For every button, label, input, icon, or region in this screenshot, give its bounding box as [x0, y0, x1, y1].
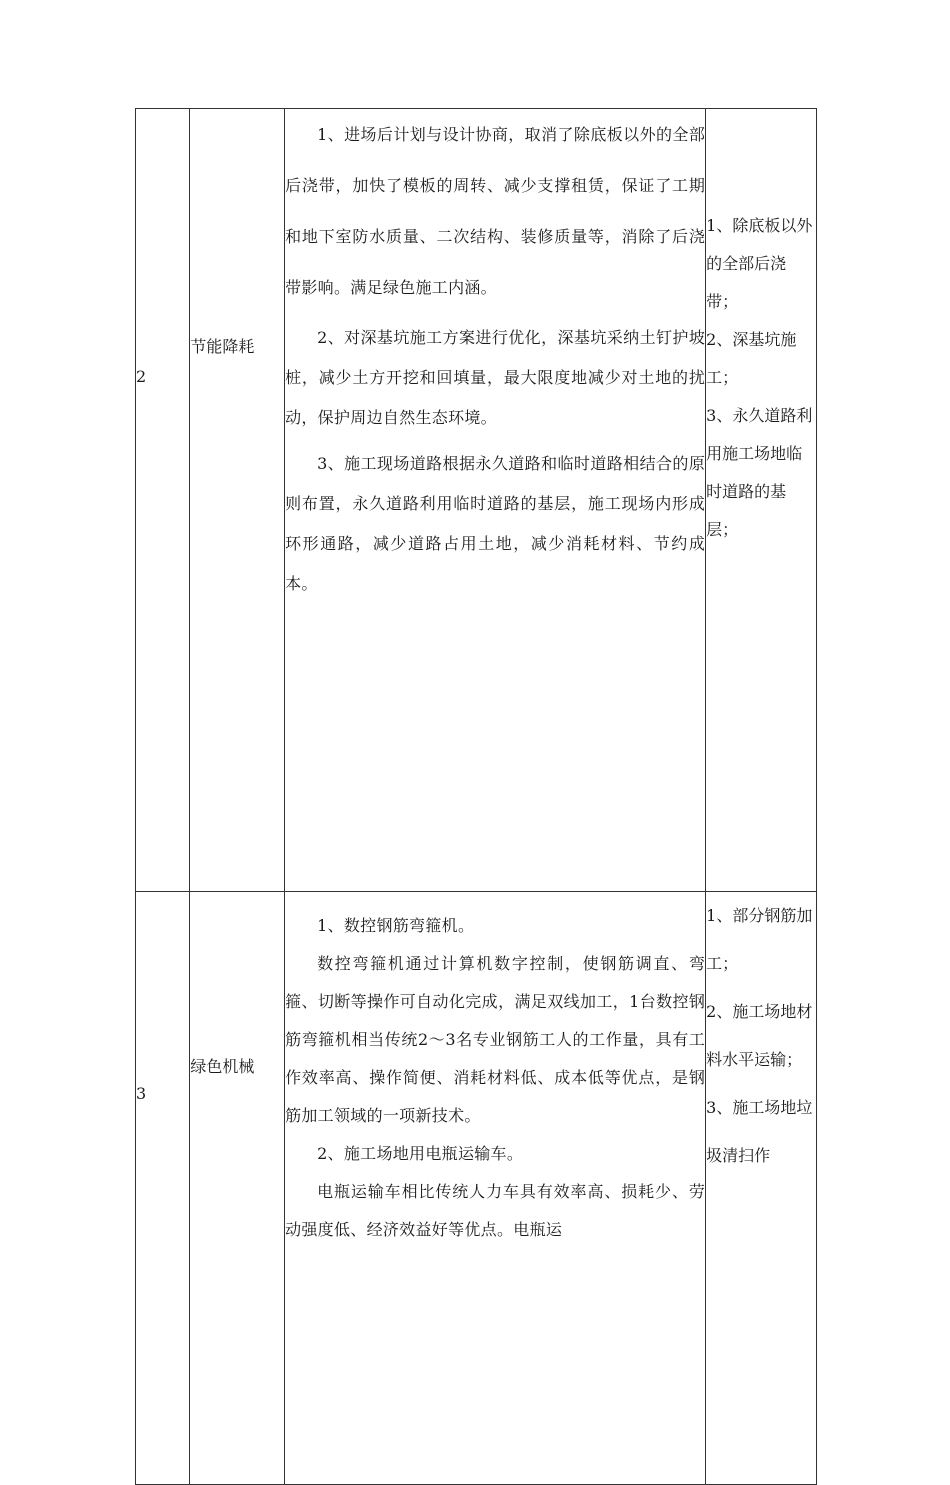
description-paragraph: 1、数控钢筋弯箍机。 — [317, 916, 475, 935]
application-scope — [706, 892, 817, 1485]
description-paragraph: 数控弯箍机通过计算机数字控制，使钢筋调直、弯箍、切断等操作可自动化完成，满足双线加工，1台数控钢筋弯箍机相当传统2〜3名专业钢筋工人的工作量，具有工作效率高、操作简便、消耗材料低、成本低等优点，是钢筋加工领域的一项新技术。 — [285, 954, 706, 1125]
scope-item: 2、深基坑施工； — [706, 330, 797, 387]
scope-item: 3、永久道路利用施工场地临时道路的基层； — [706, 406, 813, 539]
row-number: 3 — [136, 892, 190, 1485]
row-number: 2 — [136, 109, 190, 892]
description-paragraph: 3、施工现场道路根据永久道路和临时道路相结合的原则布置，永久道路利用临时道路的基层，施工现场内形成环形通路，减少道路占用土地，减少消耗材料、节约成本。 — [285, 454, 706, 593]
application-scope — [706, 109, 817, 892]
scope-item: 2、施工场地材料水平运输； — [706, 1002, 813, 1069]
table-row — [136, 892, 817, 1485]
category-name: 绿色机械 — [190, 892, 285, 1485]
measure-description — [285, 109, 706, 892]
scope-item: 3、施工场地垃圾清扫作 — [706, 1098, 813, 1165]
scope-item: 1、除底板以外的全部后浇带； — [706, 216, 813, 311]
scope-item: 1、部分钢筋加工； — [706, 906, 813, 973]
description-paragraph: 2、对深基坑施工方案进行优化，深基坑采纳土钉护坡桩，减少土方开挖和回填量，最大限度地减少对土地的扰动，保护周边自然生态环境。 — [285, 328, 706, 427]
green-construction-table — [135, 108, 817, 1485]
table-row — [136, 109, 817, 892]
description-paragraph: 1、进场后计划与设计协商，取消了除底板以外的全部后浇带，加快了模板的周转、减少支撑租赁，保证了工期和地下室防水质量、二次结构、装修质量等，消除了后浇带影响。满足绿色施工内涵。 — [285, 125, 706, 297]
description-paragraph: 电瓶运输车相比传统人力车具有效率高、损耗少、劳动强度低、经济效益好等优点。电瓶运 — [285, 1182, 706, 1239]
measure-description — [285, 892, 706, 1485]
category-name: 节能降耗 — [190, 109, 285, 892]
description-paragraph: 2、施工场地用电瓶运输车。 — [317, 1144, 524, 1163]
